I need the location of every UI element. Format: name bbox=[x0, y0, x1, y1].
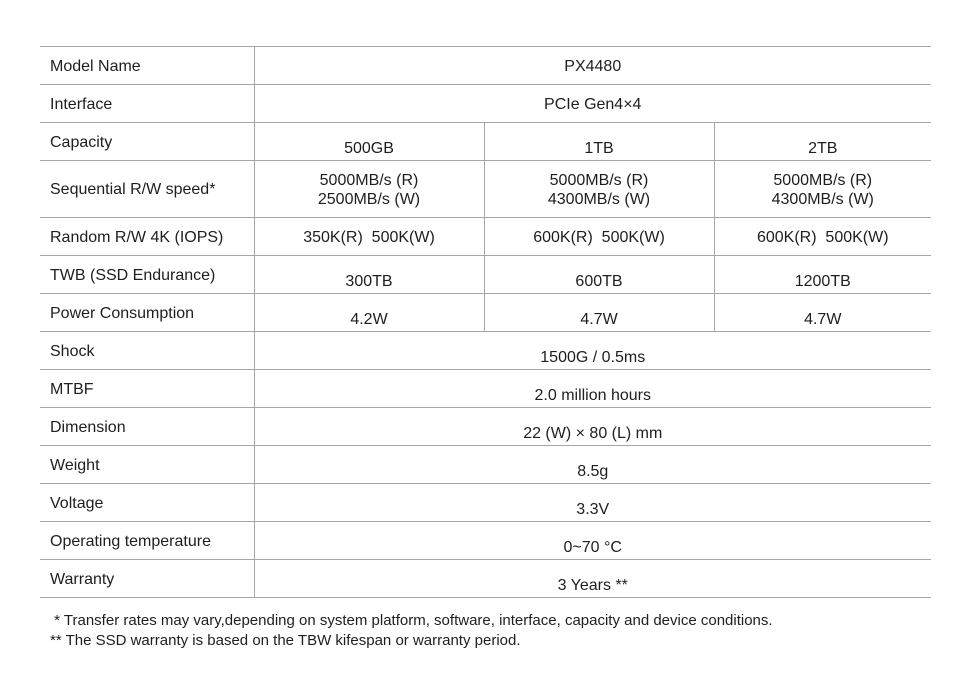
row-interface bbox=[40, 85, 931, 123]
seq-write-value: 2500MB/s (W) bbox=[317, 191, 421, 208]
shock-value: 1500G / 0.5ms bbox=[254, 332, 931, 370]
seq-rw-500gb bbox=[254, 161, 484, 218]
capacity-2tb: 2TB bbox=[714, 123, 931, 161]
power-1tb: 4.7W bbox=[484, 294, 714, 332]
row-label: MTBF bbox=[40, 370, 254, 408]
row-label: Sequential R/W speed* bbox=[40, 161, 254, 218]
row-label: Operating temperature bbox=[40, 522, 254, 560]
seq-read-value: 5000MB/s (R) bbox=[549, 172, 649, 189]
capacity-500gb: 500GB bbox=[254, 123, 484, 161]
capacity-1tb: 1TB bbox=[484, 123, 714, 161]
footnotes bbox=[50, 611, 773, 651]
model-name-value: PX4480 bbox=[254, 47, 931, 85]
power-2tb: 4.7W bbox=[714, 294, 931, 332]
twb-500gb: 300TB bbox=[254, 256, 484, 294]
row-label: Model Name bbox=[40, 47, 254, 85]
twb-1tb: 600TB bbox=[484, 256, 714, 294]
power-500gb: 4.2W bbox=[254, 294, 484, 332]
row-label: Voltage bbox=[40, 484, 254, 522]
row-power bbox=[40, 294, 931, 332]
row-warranty bbox=[40, 560, 931, 598]
row-label: Shock bbox=[40, 332, 254, 370]
row-sequential-rw bbox=[40, 161, 931, 218]
row-model-name bbox=[40, 47, 931, 85]
row-capacity bbox=[40, 123, 931, 161]
mtbf-value: 2.0 million hours bbox=[254, 370, 931, 408]
row-operating-temperature bbox=[40, 522, 931, 560]
row-random-rw bbox=[40, 218, 931, 256]
row-mtbf bbox=[40, 370, 931, 408]
random-rw-500gb: 350K(R) 500K(W) bbox=[254, 218, 484, 256]
row-twb bbox=[40, 256, 931, 294]
seq-read-value: 5000MB/s (R) bbox=[319, 172, 419, 189]
twb-2tb: 1200TB bbox=[714, 256, 931, 294]
dimension-value: 22 (W) × 80 (L) mm bbox=[254, 408, 931, 446]
weight-value: 8.5g bbox=[254, 446, 931, 484]
row-label: TWB (SSD Endurance) bbox=[40, 256, 254, 294]
row-label: Weight bbox=[40, 446, 254, 484]
row-label: Random R/W 4K (IOPS) bbox=[40, 218, 254, 256]
random-rw-2tb: 600K(R) 500K(W) bbox=[714, 218, 931, 256]
row-label: Warranty bbox=[40, 560, 254, 598]
warranty-value: 3 Years ** bbox=[254, 560, 931, 598]
random-rw-1tb: 600K(R) 500K(W) bbox=[484, 218, 714, 256]
row-shock bbox=[40, 332, 931, 370]
seq-write-value: 4300MB/s (W) bbox=[547, 191, 651, 208]
row-label: Capacity bbox=[40, 123, 254, 161]
seq-read-value: 5000MB/s (R) bbox=[773, 172, 873, 189]
footnote-transfer-rates: * Transfer rates may vary,depending on system platform, software, interface, capacity and device conditions. bbox=[50, 612, 773, 629]
interface-value: PCIe Gen4×4 bbox=[254, 85, 931, 123]
seq-rw-1tb bbox=[484, 161, 714, 218]
seq-rw-2tb bbox=[714, 161, 931, 218]
row-label: Power Consumption bbox=[40, 294, 254, 332]
seq-write-value: 4300MB/s (W) bbox=[771, 191, 874, 208]
row-weight bbox=[40, 446, 931, 484]
row-voltage bbox=[40, 484, 931, 522]
spec-table bbox=[40, 46, 931, 598]
voltage-value: 3.3V bbox=[254, 484, 931, 522]
footnote-warranty: ** The SSD warranty is based on the TBW kifespan or warranty period. bbox=[50, 632, 521, 649]
operating-temperature-value: 0~70 °C bbox=[254, 522, 931, 560]
row-dimension bbox=[40, 408, 931, 446]
row-label: Interface bbox=[40, 85, 254, 123]
row-label: Dimension bbox=[40, 408, 254, 446]
